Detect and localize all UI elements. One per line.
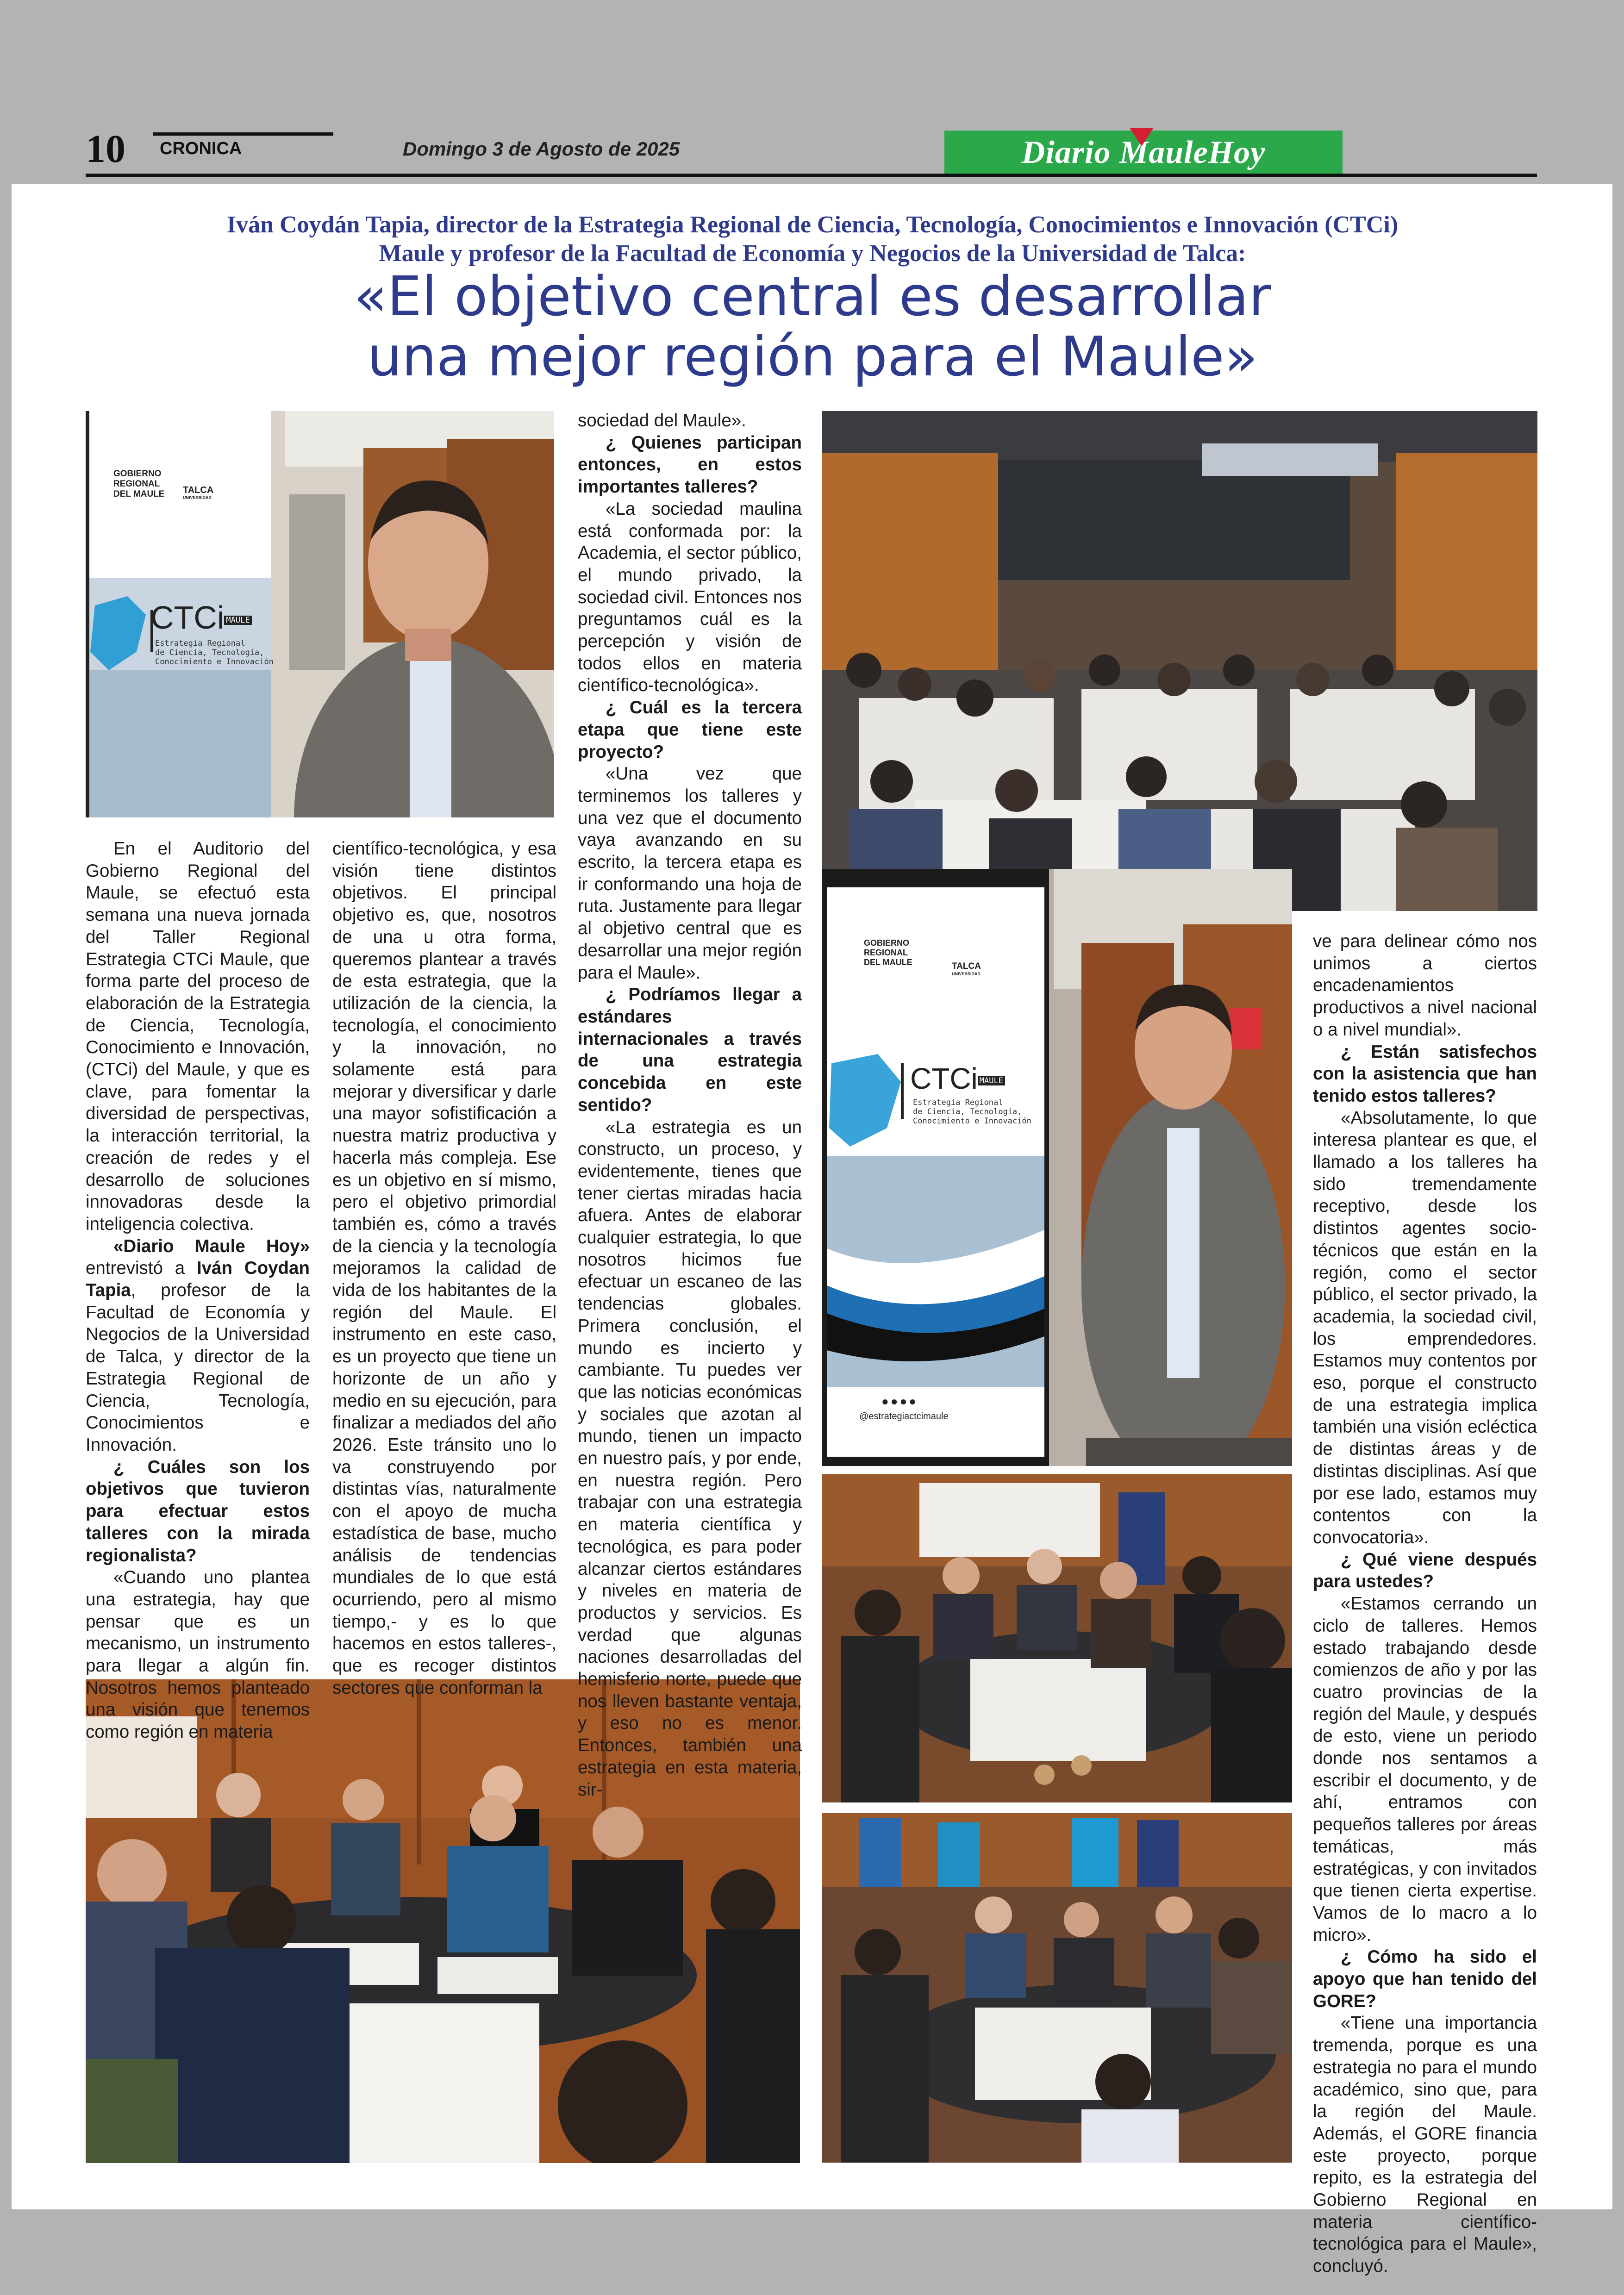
youtube-icon: ● bbox=[909, 1394, 918, 1408]
article-column-4 bbox=[1313, 930, 1537, 2277]
headline-line-1: «El objetivo central es desarrollar bbox=[354, 264, 1271, 328]
uni-logo-text bbox=[183, 485, 213, 500]
photo-portrait-banner bbox=[86, 411, 554, 817]
twitter-icon: ● bbox=[899, 1394, 909, 1408]
uni-logo-text-2 bbox=[952, 961, 981, 977]
question-3: ¿ Cuál es la tercera etapa que tiene este proyecto? bbox=[578, 698, 802, 762]
question-7: ¿ Cómo ha sido el apoyo que han tenido del GORE? bbox=[1313, 1947, 1537, 2011]
answer-7: «Tiene una importancia tremenda, porque es una estrategia no para el mundo académico, sino que, para la región del Maule. Además, el GORE financia este proyecto, porque repito, es la estrategia del Gobierno Regional en materia científico- tecnológica para el Maule», concluyó. bbox=[1313, 2013, 1537, 2276]
gov-line-1b: GOBIERNO bbox=[864, 938, 910, 948]
ctci-subtitle-2 bbox=[913, 1098, 1031, 1126]
answer-1-start: «Cuando uno plantea una estrategia, hay que pensar que es un mecanismo, un instrumento para llegar a algún fin. Nosotros hemos planteado una visión que tenemos como región en materia bbox=[86, 1567, 310, 1742]
social-handle: @estrategiactcimaule bbox=[859, 1411, 949, 1422]
ctci-logo-2 bbox=[910, 1063, 1005, 1096]
ctci-sub-2b: de Ciencia, Tecnología, bbox=[913, 1107, 1022, 1116]
instagram-icon: ● bbox=[890, 1394, 900, 1408]
uni-line-1: TALCA bbox=[183, 485, 214, 495]
answer-4: «La estrategia es un constructo, un proceso, y evidentemente, tienes que tener ciertas miradas hacia afuera. Antes de elaborar cualquier estrategia, lo que nosotros hicimos fue efectuar un escaneo de las tendencias globales. Primera conclusión, el mundo es incierto y cambiante. Tu puedes ver que las noticias económicas y sociales que azotan al mundo, tienen un impacto en nuestro país, y por ende, en nuestra región. Pero trabajar con una estrategia en materia científica y tecnológica, es para poder alcanzar ciertos estándares y niveles en materia de productos y servicios. Es verdad que algunas naciones desarrolladas del hemisferio norte, puede que nos lleven bastante ventaja, y eso no es menor. Entonces, también una estrategia en esta materia, sir- bbox=[578, 1117, 802, 1800]
interviewee-name: Iván Coydan Tapia bbox=[86, 1258, 310, 1301]
article-column-1 bbox=[86, 838, 310, 1743]
ctci-sub-3: Conocimiento e Innovación bbox=[155, 657, 274, 667]
uni-line-1b: TALCA bbox=[952, 961, 981, 971]
newspaper-logo bbox=[944, 131, 1343, 175]
question-1: ¿ Cuáles son los objetivos que tuvieron para efectuar estos talleres con la mirada regionalista? bbox=[86, 1457, 310, 1565]
photo-standing-banner bbox=[822, 869, 1292, 1466]
page-number: 10 bbox=[86, 126, 125, 171]
newspaper-name: «Diario Maule Hoy» bbox=[113, 1236, 310, 1256]
facebook-icon: ● bbox=[881, 1394, 891, 1408]
question-5: ¿ Están satisfechos con la asistencia que han tenido estos talleres? bbox=[1313, 1041, 1537, 1106]
answer-1-end: sociedad del Maule». bbox=[578, 411, 746, 430]
answer-6: «Estamos cerrando un ciclo de talleres. Hemos estado trabajando desde comienzos de año y por las cuatro provincias de la región del Maule, y después de esto, viene un periodo donde nos sentamos a escribir el documento, y de ahí, entramos con pequeños talleres por áreas temáticas, más estratégicas, y con invitados que tienen cierta expertise. Vamos de lo macro a lo micro». bbox=[1313, 1594, 1537, 1945]
gov-line-3b: DEL MAULE bbox=[864, 958, 912, 967]
ctci-subtitle bbox=[155, 639, 274, 667]
ctci-wordmark: CTCi bbox=[150, 599, 225, 636]
kicker-line-1: Iván Coydán Tapia, director de la Estrategia Regional de Ciencia, Tecnología, Conocimientos e Innovación (CTCi) bbox=[226, 212, 1399, 238]
gov-line-1: GOBIERNO bbox=[113, 469, 162, 479]
gov-line-2b: REGIONAL bbox=[864, 948, 908, 957]
uni-line-2: UNIVERSIDAD bbox=[183, 495, 212, 500]
ctci-logo bbox=[150, 601, 252, 637]
article-kicker bbox=[120, 211, 1505, 268]
paragraph-interview-intro bbox=[86, 1235, 310, 1456]
ctci-sub-3b: Conocimiento e Innovación bbox=[913, 1116, 1031, 1126]
article-column-3 bbox=[578, 410, 802, 1801]
answer-2: «La sociedad maulina está conformada por: la Academia, el sector público, el mundo privado, la sociedad civil. Entonces nos preguntamos cuál es la percepción y visión de todos ellos en materia científico-tecnológica». bbox=[578, 499, 802, 696]
photo-roundtable-1 bbox=[822, 1474, 1292, 1802]
gov-line-2: REGIONAL bbox=[113, 479, 160, 489]
social-icons bbox=[881, 1394, 918, 1409]
ctci-wordmark-2: CTCi bbox=[910, 1062, 978, 1095]
header-topline bbox=[153, 132, 333, 136]
question-2: ¿ Quienes participan entonces, en estos importantes talleres? bbox=[578, 432, 802, 497]
article-column-2 bbox=[332, 838, 556, 1699]
ctci-sub-2: de Ciencia, Tecnología, bbox=[155, 648, 264, 657]
header-rule bbox=[86, 174, 1537, 177]
paragraph-intro: En el Auditorio del Gobierno Regional del Maule, se efectuó esta semana una nueva jornada del Taller Regional Estrategia CTCi Maule, que forma parte del proceso de elaboración de la Estrategia de Ciencia, Tecnología, Conocimiento e Innovación, (CTCi) del Maule, y que es clave, para fomentar la diversidad de perspectivas, la interacción territorial, la creación de redes y el desarrollo de soluciones innovadoras desde la inteligencia colectiva. bbox=[86, 839, 310, 1234]
logo-mark-icon bbox=[1130, 128, 1154, 146]
photo-roundtable-2 bbox=[822, 1813, 1292, 2163]
photo-auditorium bbox=[822, 411, 1537, 911]
question-4: ¿ Podríamos llegar a estándares internacionales a través de una estrategia concebida en este sentido? bbox=[578, 985, 802, 1115]
headline-line-2: una mejor región para el Maule» bbox=[367, 324, 1258, 388]
section-name: CRONICA bbox=[160, 139, 242, 158]
ctci-tag-2: MAULE bbox=[978, 1076, 1005, 1085]
gov-line-3: DEL MAULE bbox=[113, 489, 165, 499]
gov-logo-text bbox=[113, 469, 164, 499]
ctci-sub-1b: Estrategia Regional bbox=[913, 1098, 1003, 1107]
answer-5: «Absolutamente, lo que interesa plantear es que, el llamado a los talleres ha sido tremendamente receptivo, desde los distintos agentes socio-técnicos que están en la región, como el sector público, el sector privado, la academia, la sociedad civil, los emprendedores. Estamos muy contentos por eso, porque el constructo de una estrategia implica también una visión ecléctica de distintas áreas y de distintas disciplinas. Así que por ese lado, estamos muy contentos con la convocatoria». bbox=[1313, 1108, 1537, 1547]
intro-text-a: entrevistó a bbox=[86, 1258, 197, 1278]
uni-line-2b: UNIVERSIDAD bbox=[952, 972, 981, 976]
intro-text-b: , profesor de la Facultad de Economía y Negocios de la Universidad de Talca, y director de la Estrategia Regional de Ciencia, Tecnología, Conocimientos e Innovación. bbox=[86, 1280, 310, 1455]
question-6: ¿ Qué viene después para ustedes? bbox=[1313, 1549, 1537, 1592]
answer-4-end: ve para delinear cómo nos unimos a ciertos encadenamientos productivos a nivel nacional o a nivel mundial». bbox=[1313, 931, 1537, 1040]
gov-logo-text-2 bbox=[864, 938, 912, 967]
kicker-line-2: Maule y profesor de la Facultad de Economía y Negocios de la Universidad de Talca: bbox=[379, 240, 1246, 267]
answer-1-cont: científico-tecnológica, y esa visión tiene distintos objetivos. El principal objetivo es, que, nosotros de una u otra forma, queremos plantear a través de esta estrategia, que la utilización de la ciencia, la tecnología, el conocimiento y la innovación, no solamente está para mejorar y diversificar y darle una mayor sofistificación a nuestra matriz productiva y hacerla más compleja. Ese es un objetivo en sí mismo, pero el objetivo primordial también es, cómo a través de la ciencia y la tecnología mejoramos la calidad de vida de los habitantes de la región del Maule. El instrumento en este caso, es un proyecto que tiene un horizonte de un año y medio en su ejecución, para finalizar a mediados del año 2026. Este tránsito uno lo va construyendo por distintas vías, naturalmente con el apoyo de mucha estadística de base, mucho análisis de tendencias mundiales de lo que está ocurriendo, pero al mismo tiempo,- y es lo que hacemos en estos talleres-, que es recoger distintos sectores que conforman la bbox=[332, 839, 556, 1698]
answer-3: «Una vez que terminemos los talleres y una vez que el documento vaya avanzando en su escrito, la tercera etapa es ir conformando una hoja de ruta. Justamente para llegar al objetivo central que es desarrollar una mejor región para el Maule». bbox=[578, 764, 802, 983]
header-date: Domingo 3 de Agosto de 2025 bbox=[403, 138, 680, 160]
article-headline bbox=[83, 266, 1542, 387]
logo-text: Diario MauleHoy bbox=[1021, 135, 1266, 170]
ctci-sub-1: Estrategia Regional bbox=[155, 639, 245, 648]
ctci-tag: MAULE bbox=[224, 616, 251, 625]
